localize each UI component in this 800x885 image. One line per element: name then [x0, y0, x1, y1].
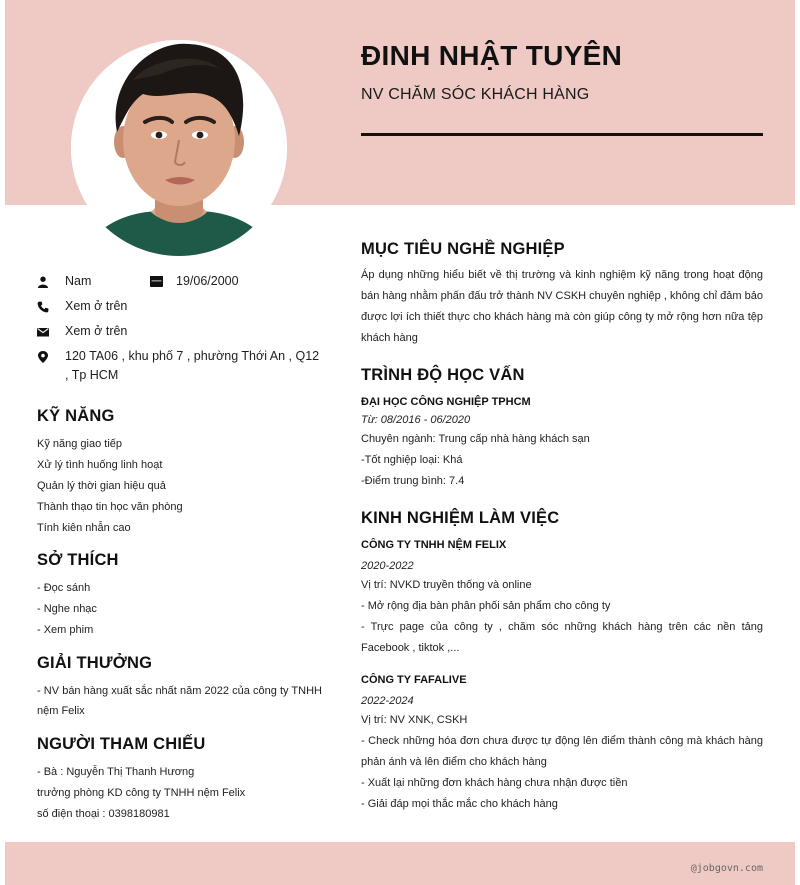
phone-icon	[37, 297, 65, 316]
list-item: Xử lý tình huống linh hoạt	[37, 459, 163, 471]
hobbies-list	[37, 578, 322, 641]
awards-title: GIẢI THƯỞNG	[37, 654, 153, 672]
dob-value: 19/06/2000	[176, 274, 239, 288]
job-line: - Giải đáp mọi thắc mắc cho khách hàng	[361, 798, 558, 810]
calendar-icon	[150, 272, 176, 291]
title-divider	[361, 133, 763, 136]
skills-title: KỸ NĂNG	[37, 407, 115, 425]
job-line: - Xuất lại những đơn khách hàng chưa nhận được tiền	[361, 777, 628, 789]
job-line: - Check những hóa đơn chưa được tự động lên điểm thành công mà khách hàng phản ánh và lên điểm cho khách hàng	[361, 735, 763, 768]
education-line: -Điểm trung bình: 7.4	[361, 475, 465, 487]
education-line: Chuyên ngành: Trung cấp nhà hàng khách sạn	[361, 433, 590, 445]
reference-line: - Bà : Nguyễn Thị Thanh Hương	[37, 766, 195, 778]
job-line: - Trực page của công ty , chăm sóc những khách hàng trên các nền tảng Facebook , tiktok ,...	[361, 621, 763, 654]
hobbies-title: SỞ THÍCH	[37, 551, 119, 569]
reference-line: trưởng phòng KD công ty TNHH nệm Felix	[37, 787, 246, 799]
email-value: Xem ở trên	[65, 324, 128, 338]
gender-value: Nam	[65, 274, 92, 288]
skills-section	[37, 407, 322, 539]
job-entry	[361, 671, 763, 815]
school-name: ĐẠI HỌC CÔNG NGHIỆP TPHCM	[361, 396, 531, 408]
email-row	[37, 322, 322, 341]
awards-list	[37, 681, 322, 721]
list-item: - Xem phim	[37, 624, 94, 636]
skills-list	[37, 434, 322, 539]
education-line: -Tốt nghiệp loại: Khá	[361, 454, 463, 466]
candidate-role: NV CHĂM SÓC KHÁCH HÀNG	[361, 86, 590, 103]
references-list	[37, 762, 322, 825]
address-value: 120 TA06 , khu phố 7 , phường Thới An , Q12 , Tp HCM	[65, 349, 320, 382]
list-item: - Đọc sánh	[37, 582, 91, 594]
phone-value: Xem ở trên	[65, 299, 128, 313]
education-section	[361, 366, 763, 492]
list-item: Quản lý thời gian hiệu quả	[37, 480, 166, 492]
list-item: Kỹ năng giao tiếp	[37, 438, 123, 450]
objective-section	[361, 240, 763, 349]
job-period: 2022-2024	[361, 695, 414, 707]
experience-section	[361, 509, 763, 815]
job-period: 2020-2022	[361, 560, 414, 572]
reference-line: số điện thoại : 0398180981	[37, 808, 170, 820]
user-icon	[37, 272, 65, 291]
company-name: CÔNG TY FAFALIVE	[361, 674, 467, 686]
references-section	[37, 735, 322, 825]
footer-band	[5, 842, 795, 885]
education-title: TRÌNH ĐỘ HỌC VẤN	[361, 366, 525, 384]
location-pin-icon	[37, 347, 65, 366]
job-line: Vị trí: NVKD truyền thống và online	[361, 579, 532, 591]
education-period: Từ: 08/2016 - 06/2020	[361, 414, 471, 426]
job-line: - Mở rộng địa bàn phân phối sản phẩm cho công ty	[361, 600, 611, 612]
objective-title: MỤC TIÊU NGHỀ NGHIỆP	[361, 240, 565, 258]
awards-section	[37, 654, 322, 721]
phone-row	[37, 297, 322, 316]
experience-title: KINH NGHIỆM LÀM VIỆC	[361, 509, 560, 527]
list-item: - Nghe nhạc	[37, 603, 97, 615]
profile-photo	[71, 40, 287, 256]
mail-icon	[37, 322, 65, 341]
company-name: CÔNG TY TNHH NỆM FELIX	[361, 539, 507, 551]
list-item: Tính kiên nhẫn cao	[37, 522, 131, 534]
watermark: @jobgovn.com	[690, 863, 763, 874]
list-item: Thành thạo tin học văn phòng	[37, 501, 183, 513]
references-title: NGƯỜI THAM CHIẾU	[37, 735, 206, 753]
objective-text: Áp dụng những hiểu biết về thị trường và kinh nghiệm kỹ năng trong hoạt động bán hàng nhằm phấn đấu trở thành NV CSKH chuyên nghiệp , không chỉ đảm bảo được lợi ích thiết thực cho khách hàng mà còn giúp công ty mở rộng hơn nữa tệp khách hàng	[361, 269, 763, 344]
candidate-name: ĐINH NHẬT TUYÊN	[361, 40, 623, 71]
job-entry	[361, 536, 763, 659]
job-line: Vị trí: NV XNK, CSKH	[361, 714, 468, 726]
award-text: - NV bán hàng xuất sắc nhất năm 2022 của công ty TNHH nệm Felix	[37, 685, 322, 717]
hobbies-section	[37, 551, 322, 641]
contact-info	[37, 272, 322, 391]
gender-dob-row	[37, 272, 322, 291]
address-row	[37, 347, 322, 385]
